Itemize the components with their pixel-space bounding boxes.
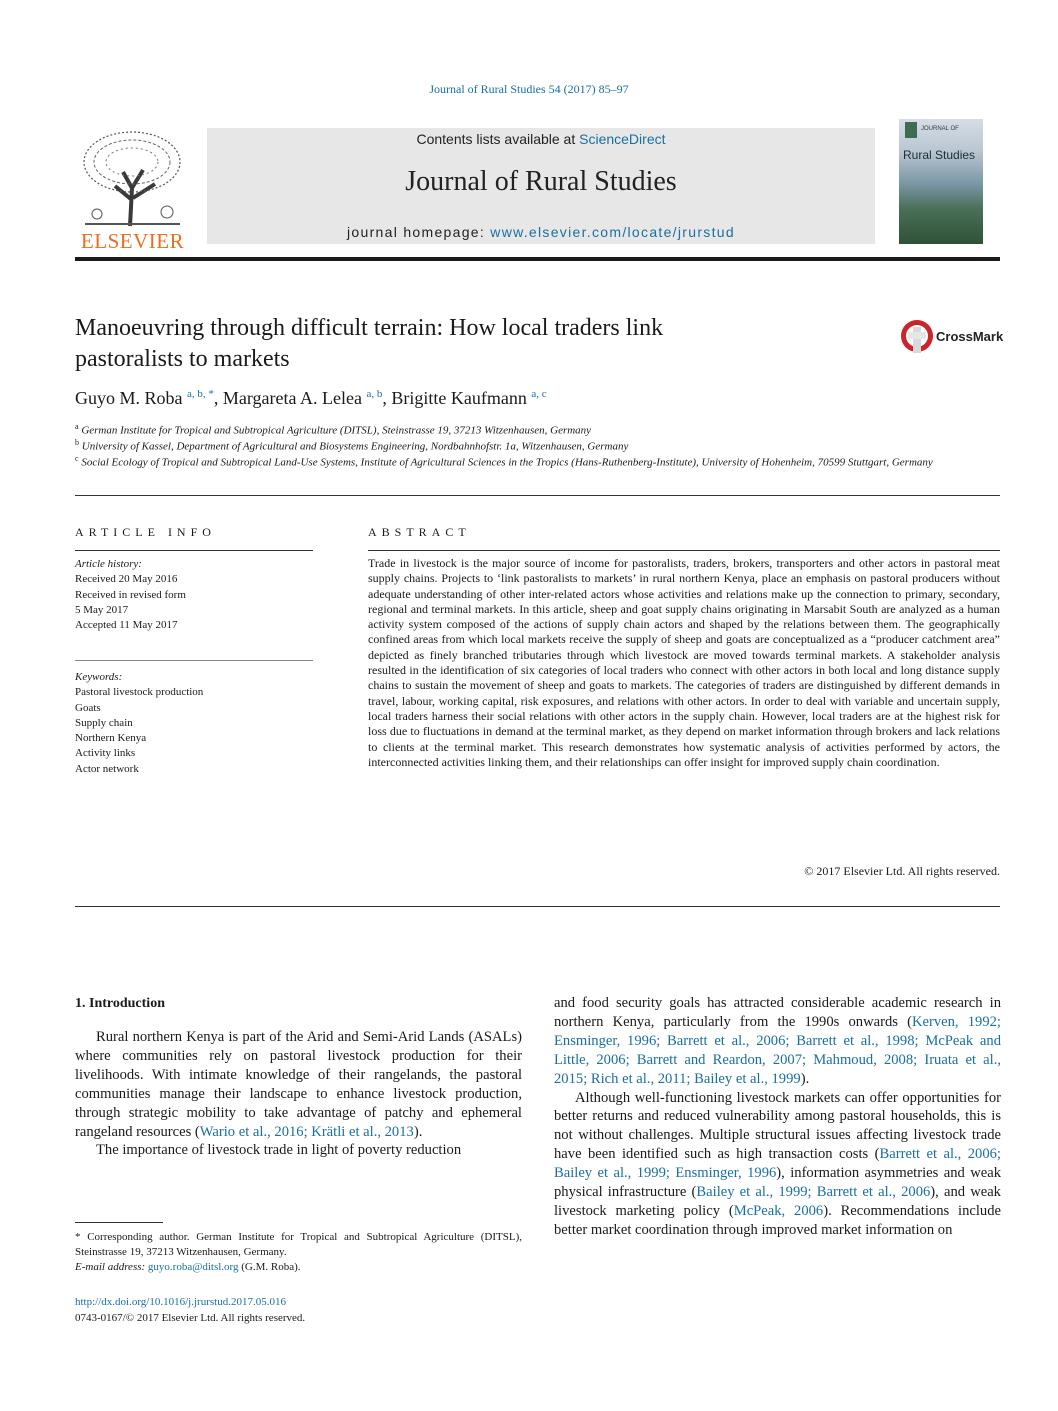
author-name[interactable]: Brigitte Kaufmann (391, 388, 527, 408)
author-affiliation-marks[interactable]: a, b (366, 388, 383, 400)
homepage-line (207, 224, 875, 240)
affiliation-text: University of Kassel, Department of Agricultural and Biosystems Engineering, Nordbahnhofstr. 1a, Witzenhausen, Germany (81, 440, 629, 453)
body-column-left (75, 1028, 522, 1160)
paragraph-text: and food security goals has attracted considerable academic research in northern Kenya, particularly from the 1990s onwards ( (554, 995, 1001, 1030)
title-divider (75, 495, 1000, 496)
paragraph-text: ), information asymmetries and weak physical infrastructure ( (554, 1165, 1002, 1201)
history-line: Received 20 May 2016 (75, 573, 178, 586)
keywords-block (75, 670, 315, 777)
cover-title: Rural Studies (903, 148, 976, 162)
crossmark-label[interactable]: CrossMark (936, 329, 1004, 344)
keywords-label: Keywords: (75, 671, 123, 683)
section-heading-introduction: 1. Introduction (75, 996, 165, 1011)
article-title-line-1: Manoeuvring through difficult terrain: How local traders link (75, 315, 664, 341)
article-title (75, 313, 855, 375)
author-1[interactable] (75, 388, 223, 408)
author-3[interactable] (391, 388, 546, 408)
paragraph (75, 1028, 522, 1141)
citation-link[interactable]: Kerven, 1992; Ensminger, 1996; Barrett et al., 2006; Barrett et al., 1998; McPeak and Little, 2006; Barrett and Reardon, 2007; Mahmoud, 2008; Iruata et al., 2015; Rich et al., 2011; Bailey et al., 1999 (554, 1013, 1001, 1087)
affiliation-mark: a (75, 422, 79, 431)
article-history (75, 557, 315, 633)
tree-icon (75, 128, 190, 228)
abstract-copyright: © 2017 Elsevier Ltd. All rights reserved. (804, 864, 1000, 878)
history-line: 5 May 2017 (75, 603, 129, 616)
author-name[interactable]: Guyo M. Roba (75, 388, 183, 408)
affiliation-text: Social Ecology of Tropical and Subtropical Land-Use Systems, Institute of Agricultural Sciences in the Tropics (Hans-Ruthenberg-Institute), University of Hohenheim, 70599 Stuttgart, Germany (81, 456, 933, 469)
journal-citation[interactable] (0, 82, 1058, 97)
keyword: Actor network (75, 762, 139, 775)
citation-link[interactable]: Bailey et al., 1999; Barrett et al., 2006 (696, 1184, 931, 1201)
cover-emblem-icon (905, 122, 917, 138)
journal-banner (207, 128, 875, 244)
abstract-divider (368, 550, 1000, 551)
author-affiliation-marks[interactable]: a, c (531, 388, 547, 400)
journal-name: Journal of Rural Studies (405, 166, 677, 197)
journal-citation-link[interactable]: Journal of Rural Studies 54 (2017) 85–97 (429, 82, 629, 96)
contents-prefix: Contents lists available at (416, 131, 580, 147)
abstract-heading: ABSTRACT (368, 525, 471, 539)
paragraph-text: Although well-functioning livestock markets can offer opportunities for better returns and reduced vulnerability among pastoral households, this is not without challenges. Multiple structural issues affecting livestock trade have been identified such as high transaction costs ( (554, 1089, 1001, 1163)
paragraph-text: ). (413, 1123, 423, 1140)
crossmark-badge[interactable] (899, 318, 935, 361)
author-list (75, 388, 547, 409)
affiliation-c (75, 451, 955, 471)
issn-line: 0743-0167/© 2017 Elsevier Ltd. All rights reserved. (75, 1312, 306, 1324)
homepage-link[interactable]: www.elsevier.com/locate/jrurstud (490, 224, 735, 240)
paragraph-text: ). (800, 1070, 810, 1087)
affiliation-mark: c (75, 454, 79, 463)
cover-small-text: JOURNAL OF (921, 126, 959, 132)
email-suffix: (G.M. Roba). (238, 1261, 301, 1273)
article-title-line-2: pastoralists to markets (75, 346, 290, 372)
publisher-name: ELSEVIER (80, 229, 185, 253)
corresponding-author-note: * Corresponding author. German Institute for Tropical and Subtropical Agriculture (DITSL), Steinstrasse 19, 37213 Witzenhausen, Germany. (75, 1231, 522, 1258)
article-info-heading: ARTICLE INFO (75, 525, 216, 539)
author-separator: , (213, 388, 223, 408)
journal-cover-thumbnail (899, 119, 983, 244)
article-info-divider (75, 550, 313, 551)
keyword: Activity links (75, 747, 136, 760)
keyword: Supply chain (75, 716, 133, 729)
keyword: Northern Kenya (75, 732, 147, 745)
author-name[interactable]: Margareta A. Lelea (222, 388, 362, 408)
history-line: Received in revised form (75, 588, 186, 601)
paragraph-text: Rural northern Kenya is part of the Arid and Semi-Arid Lands (ASALs) where communities rely on pastoral livestock production for their livelihoods. With intimate knowledge of their rangelands, the pastoral communities manage their landscape to enhance livestock production, through strategic mobility to take advantage of patchy and ephemeral rangeland resources ( (75, 1029, 522, 1140)
doi-block (75, 1294, 305, 1326)
paragraph-text: ), and weak livestock marketing policy ( (554, 1184, 1001, 1219)
author-2[interactable] (223, 388, 392, 408)
history-label: Article history: (75, 558, 142, 570)
history-line: Accepted 11 May 2017 (75, 619, 178, 632)
citation-link[interactable]: Barrett et al., 2006; Bailey et al., 1999; Ensminger, 1996 (554, 1146, 1001, 1182)
citation-link[interactable]: McPeak, 2006 (733, 1202, 824, 1219)
affiliation-text: German Institute for Tropical and Subtropical Agriculture (DITSL), Steinstrasse 19, 37213 Witzenhausen, Germany (81, 424, 592, 437)
homepage-prefix: journal homepage: (347, 224, 491, 240)
contents-line (207, 131, 875, 147)
email-line (75, 1260, 522, 1275)
sciencedirect-link[interactable]: ScienceDirect (579, 131, 666, 147)
header-divider (75, 257, 1000, 261)
keywords-divider (75, 660, 313, 661)
author-separator: , (382, 388, 392, 408)
doi-link[interactable]: http://dx.doi.org/10.1016/j.jrurstud.2017.05.016 (75, 1296, 286, 1308)
email-label: E-mail address: (75, 1261, 148, 1273)
affiliation-mark: b (75, 438, 79, 447)
email-link[interactable]: guyo.roba@ditsl.org (147, 1261, 239, 1273)
paragraph: The importance of livestock trade in light of poverty reduction (96, 1142, 462, 1159)
keyword: Pastoral livestock production (75, 686, 204, 699)
citation-link[interactable]: Wario et al., 2016; Krätli et al., 2013 (199, 1123, 414, 1140)
footnote-divider (75, 1222, 163, 1223)
footnote (75, 1230, 522, 1275)
paragraph-text: ). Recommendations include better market coordination through improved market information on (554, 1202, 1001, 1238)
paragraph (554, 994, 1001, 1089)
abstract-text: Trade in livestock is the major source of income for pastoralists, traders, brokers, transporters and other actors in pastoral meat supply chains. Projects to ‘link pastoralists to markets’ in rural northern Kenya, place an emphasis on pastoral producers without adequate understanding of other inter-related actors whose activities and relations make up the connection to primary, secondary, regional and terminal markets. In this article, sheep and goat supply chains originating in Marsabit South are analyzed as a human activity system composed of the actions of supply chain actors and shaped by the relations between them. The geographically confined areas from which local markets receive the supply of sheep and goats are conceptualized as a “producer catchment area” depicted as finely branched tributaries through which livestock are moved towards terminal markets. A stakeholder analysis resulted in the identification of six categories of local traders who connect with other actors in both local and long distance supply chains to sustain the movement of sheep and goats to markets. The categories of traders are distinguished by different demands in travel, labour, working capital, risk exposures, and relations with other actors. In order to deal with variable and uncertain supply, local traders harness their social relations with other actors in the supply chain. However, local traders are at the highest risk for loss due to fluctuations in demand at the terminal market, as they depend on market information through brokers and lack relations to clients at the terminal market. This research demonstrates how systematic analysis of activities performed by actors, the interconnected activities linking them, and their relationships can offer insight for improved supply chain coordination. (368, 556, 1000, 769)
body-column-right (554, 994, 1001, 1240)
author-affiliation-marks[interactable]: a, b, * (187, 388, 214, 400)
crossmark-icon[interactable] (899, 318, 935, 356)
abstract-end-divider (75, 906, 1000, 907)
keyword: Goats (75, 701, 101, 714)
paragraph (554, 1089, 1001, 1240)
